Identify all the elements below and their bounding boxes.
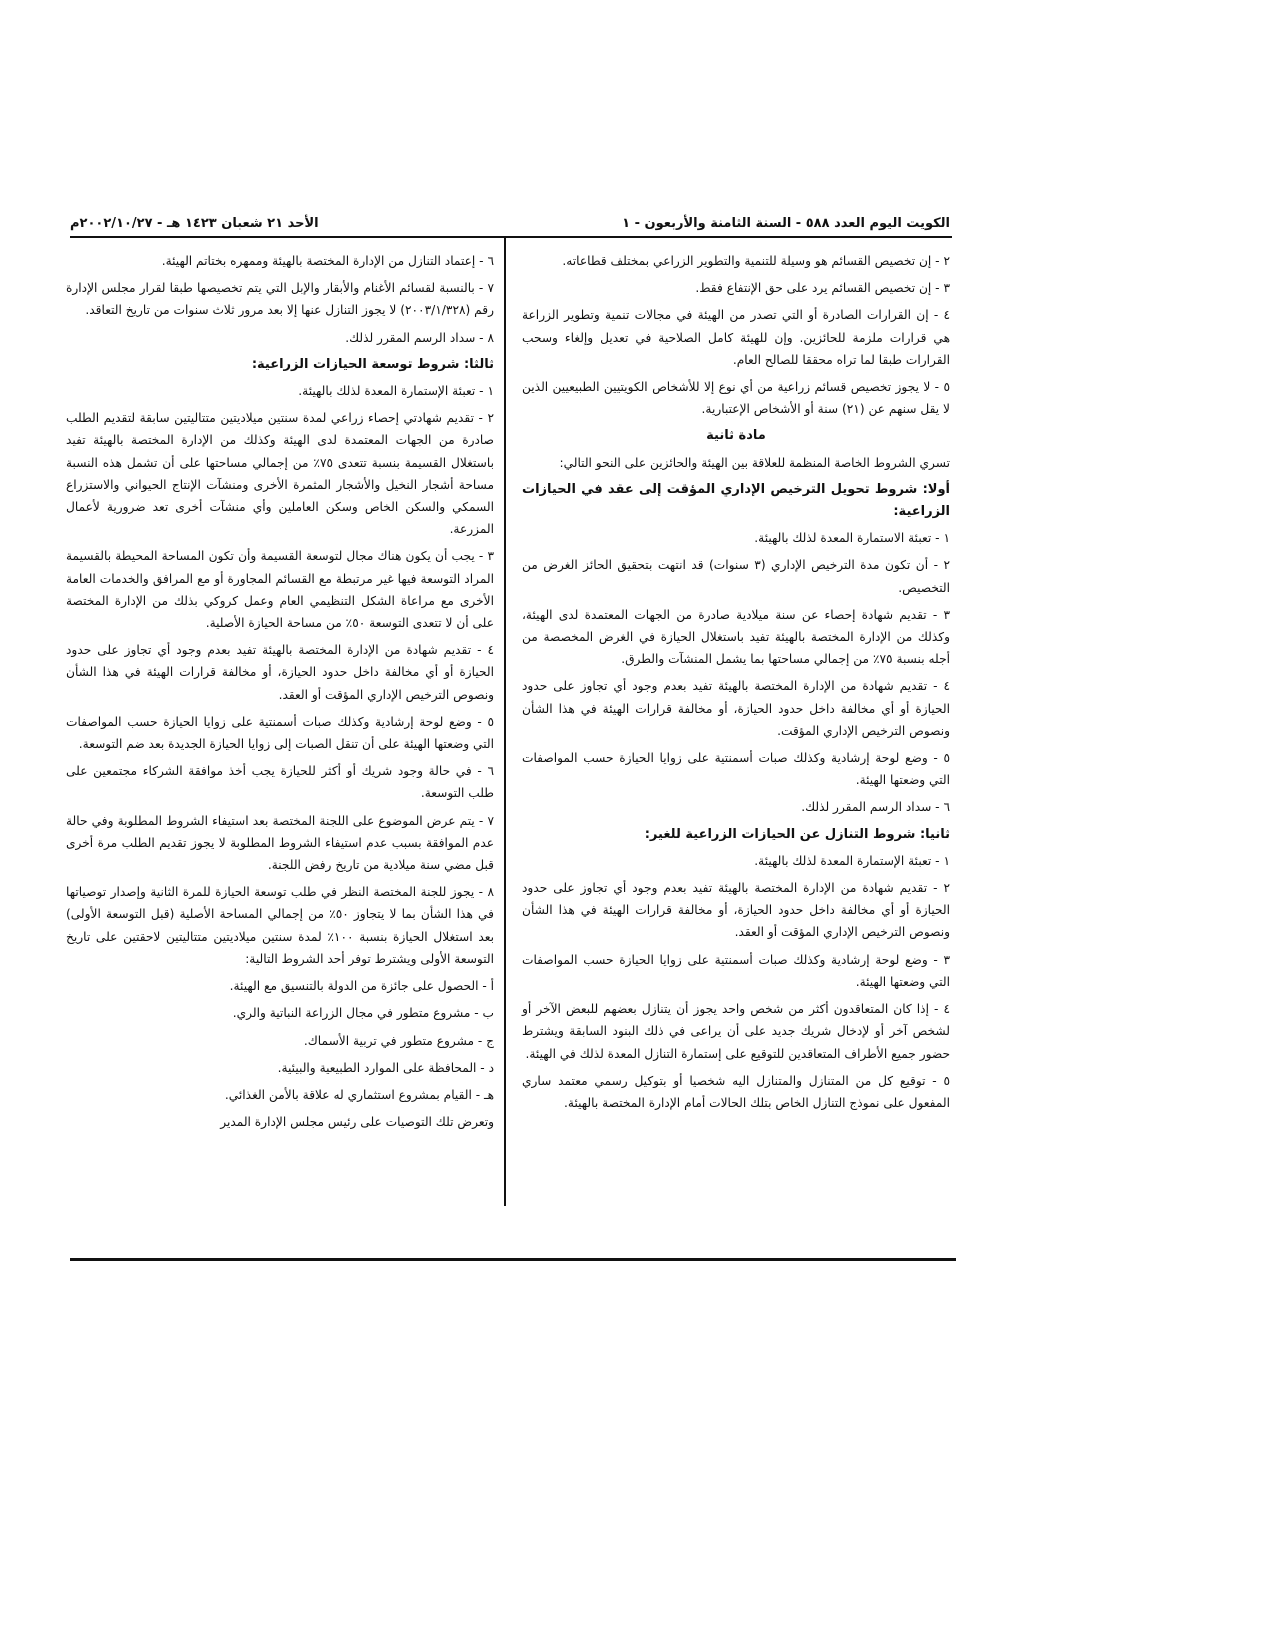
- paragraph: ٨ - سداد الرسم المقرر لذلك.: [345, 330, 494, 345]
- paragraph: أ - الحصول على جائزة من الدولة بالتنسيق مع الهيئة.: [229, 979, 494, 994]
- paragraph: ٢ - أن تكون مدة الترخيص الإداري (٣ سنوات) قد انتهت بتحقيق الحائز الغرض من التخصيص.: [522, 558, 950, 595]
- paragraph: تسري الشروط الخاصة المنظمة للعلاقة بين الهيئة والحائزين على النحو التالي:: [559, 455, 950, 470]
- header-rule: [70, 236, 952, 238]
- paragraph: ٣ - إن تخصيص القسائم يرد على حق الإنتفاع فقط.: [695, 281, 950, 296]
- paragraph: ٣ - تقديم شهادة إحصاء عن سنة ميلادية صادرة من الجهات المعتمدة لدى الهيئة، وكذلك من الإدارة المختصة بالهيئة تفيد باستغلال الحيازة في الغرض المخصصة من أجله بنسبة ٧٥٪ من إجمالي مساحتها بما يشمل المنشآت والطرق.: [522, 607, 950, 667]
- section-heading: ثانيا: شروط التنازل عن الحيازات الزراعية للغير:: [644, 826, 950, 842]
- right-column: [522, 250, 950, 1119]
- paragraph: ٢ - تقديم شهادتي إحصاء زراعي لمدة سنتين ميلاديتين متتاليتين سابقة لتقديم الطلب صادرة من الجهات المعتمدة لدى الهيئة وكذلك من الإدارة المختصة بالهيئة تفيد باستغلال القسيمة بنسبة تتعدى ٧٥٪ من إجمالي مساحتها على أن تشمل هذه النسبة مساحة أشجار النخيل والأشجار المثمرة الأخرى ومنشآت الإنتاج الحيواني والاستزراع السمكي والسكن الخاص وسكن العاملين وأي منشآت أخرى تعد ضرورية لأعمال المزرعة.: [66, 411, 494, 537]
- paragraph: ٥ - وضع لوحة إرشادية وكذلك صبات أسمنتية على زوايا الحيازة حسب المواصفات التي وضعتها الهيئة.: [522, 751, 950, 788]
- paragraph: ب - مشروع متطور في مجال الزراعة النباتية والري.: [232, 1006, 494, 1021]
- paragraph: ٢ - إن تخصيص القسائم هو وسيلة للتنمية والتطوير الزراعي بمختلف قطاعاته.: [562, 254, 950, 268]
- paragraph: ١ - تعبئة الإستمارة المعدة لذلك بالهيئة.: [754, 853, 950, 868]
- section-heading: ثالثا: شروط توسعة الحيازات الزراعية:: [251, 356, 494, 372]
- left-column: [66, 250, 494, 1138]
- paragraph: ٤ - تقديم شهادة من الإدارة المختصة بالهيئة تفيد بعدم وجود أي تجاوز على حدود الحيازة أو أي مخالفة داخل حدود الحيازة، أو مخالفة قرارات الهيئة في هذا الشأن ونصوص الترخيص الإداري المؤقت.: [522, 679, 950, 738]
- paragraph: ٦ - إعتماد التنازل من الإدارة المختصة بالهيئة وممهره بختاتم الهيئة.: [161, 254, 494, 268]
- footer-rule: [70, 1258, 956, 1261]
- paragraph: ٤ - تقديم شهادة من الإدارة المختصة بالهيئة تفيد بعدم وجود أي تجاوز على حدود الحيازة أو أي مخالفة داخل حدود الحيازة، أو مخالفة قرارات الهيئة في هذا الشأن ونصوص الترخيص الإداري المؤقت أو العقد.: [66, 643, 494, 702]
- issue-date: الأحد ٢١ شعبان ١٤٢٣ هـ - ٢٠٠٢/١٠/٢٧م: [70, 216, 319, 231]
- paragraph: ٦ - سداد الرسم المقرر لذلك.: [801, 800, 950, 815]
- paragraph: ٥ - وضع لوحة إرشادية وكذلك صبات أسمنتية على زوايا الحيازة حسب المواصفات التي وضعتها الهيئة على أن تنقل الصبات إلى زوايا الحيازة الجديدة بعد ضم التوسعة.: [66, 714, 494, 752]
- paragraph: ٤ - إن القرارات الصادرة أو التي تصدر من الهيئة في مجالات تنمية وتطوير الزراعة هي قرارات ملزمة للحائزين. وإن للهيئة كامل الصلاحية في تعديل وإلغاء وسحب القرارات طبقا لما تراه محققا للصالح العام.: [522, 308, 950, 367]
- section-heading: مادة ثانية: [706, 428, 766, 444]
- paragraph: ٥ - لا يجوز تخصيص قسائم زراعية من أي نوع إلا للأشخاص الكويتيين الطبيعيين الذين لا يقل سنهم عن (٢١) سنة أو الأشخاص الإعتبارية.: [522, 380, 950, 417]
- paragraph: ١ - تعبئة الاستمارة المعدة لذلك بالهيئة.: [754, 531, 950, 546]
- paragraph: ٤ - إذا كان المتعاقدون أكثر من شخص واحد يجوز أن يتنازل بعضهم للبعض الآخر أو لشخص آخر أو لإدخال شريك جديد على أن يراعى في ذلك البنود السابقة ويشترط حضور جميع الأطراف المتعاقدين للتوقيع على إستمارة التنازل المعدة لذلك في الهيئة.: [522, 1002, 950, 1061]
- paragraph: ٧ - يتم عرض الموضوع على اللجنة المختصة بعد استيفاء الشروط المطلوبة وفي حالة عدم الموافقة بسبب عدم استيفاء الشروط المطلوبة لا يجوز تقديم الطلب مرة أخرى قبل مضي سنة ميلادية من تاريخ رفض اللجنة.: [66, 813, 494, 873]
- paragraph: ٦ - في حالة وجود شريك أو أكثر للحيازة يجب أخذ موافقة الشركاء مجتمعين على طلب التوسعة.: [66, 764, 494, 801]
- page-header: [70, 212, 950, 234]
- paragraph: ٥ - توقيع كل من المتنازل والمتنازل اليه شخصيا أو بتوكيل رسمي معتمد ساري المفعول على نموذج التنازل الخاص بتلك الحالات أمام الإدارة المختصة بالهيئة.: [522, 1073, 950, 1110]
- paragraph: ج - مشروع متطور في تربية الأسماك.: [303, 1033, 494, 1048]
- publication-title: الكويت اليوم العدد ٥٨٨ - السنة الثامنة والأربعون - ١: [622, 216, 950, 231]
- paragraph: ٧ - بالنسبة لقسائم الأغنام والأبقار والإبل التي يتم تخصيصها طبقا لقرار مجلس الإدارة رقم (٢٠٠٣/١/٣٢٨) لا يجوز التنازل عنها إلا بعد مرور ثلاث سنوات من تاريخ التعاقد.: [66, 281, 494, 318]
- section-heading: أولا: شروط تحويل الترخيص الإداري المؤقت إلى عقد في الحيازات الزراعية:: [522, 481, 950, 520]
- column-divider: [504, 236, 506, 1206]
- paragraph: ١ - تعبئة الإستمارة المعدة لذلك بالهيئة.: [298, 384, 494, 399]
- paragraph: د - المحافظة على الموارد الطبيعية والبيئية.: [277, 1060, 494, 1075]
- paragraph: ٨ - يجوز للجنة المختصة النظر في طلب توسعة الحيازة للمرة الثانية وإصدار توصياتها في هذا الشأن بما لا يتجاوز ٥٠٪ من إجمالي المساحة الأصلية (قبل التوسعة الأولى) بعد استغلال الحيازة بنسبة ١٠٠٪ لمدة سنتين ميلاديتين متتاليتين لاحقتين على تاريخ التوسعة الأولى ويشترط توفر أحد الشروط التالية:: [66, 885, 494, 966]
- paragraph: هـ - القيام بمشروع استثماري له علاقة بالأمن الغذائي.: [224, 1087, 494, 1102]
- paragraph: ٢ - تقديم شهادة من الإدارة المختصة بالهيئة تفيد بعدم وجود أي تجاوز على حدود الحيازة أو أي مخالفة داخل حدود الحيازة، أو مخالفة قرارات الهيئة في هذا الشأن ونصوص الترخيص الإداري المؤقت أو العقد.: [522, 881, 950, 940]
- paragraph: وتعرض تلك التوصيات على رئيس مجلس الإدارة المدير: [220, 1115, 494, 1130]
- paragraph: ٣ - يجب أن يكون هناك مجال لتوسعة القسيمة وأن تكون المساحة المحيطة بالقسيمة المراد التوسعة فيها غير مرتبطة مع القسائم المجاورة أو مع المرافق والخدمات العامة الأخرى مع مراعاة الشكل التنظيمي العام وعمل كروكي بذلك من الإدارة المختصة على أن لا تتعدى التوسعة ٥٠٪ من مساحة الحيازة الأصلية.: [66, 549, 494, 631]
- paragraph: ٣ - وضع لوحة إرشادية وكذلك صبات أسمنتية على زوايا الحيازة حسب المواصفات التي وضعتها الهيئة.: [522, 952, 950, 989]
